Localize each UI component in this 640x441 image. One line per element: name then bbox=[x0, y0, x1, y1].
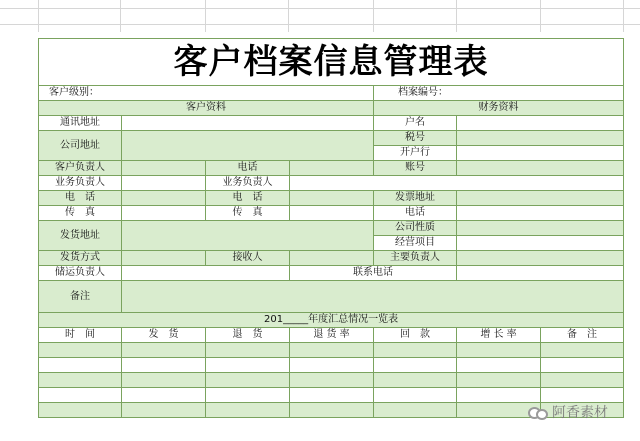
shipping-method-label: 发货方式 bbox=[39, 251, 122, 266]
business-scope-label: 经营项目 bbox=[374, 236, 457, 251]
summary-cell[interactable] bbox=[206, 388, 290, 403]
fax-label: 传 真 bbox=[39, 206, 122, 221]
spreadsheet-row-line bbox=[0, 8, 640, 9]
company-nature-field[interactable] bbox=[457, 221, 624, 236]
business-scope-field[interactable] bbox=[457, 236, 624, 251]
business-manager-field-2[interactable] bbox=[290, 176, 624, 191]
customer-manager-field[interactable] bbox=[122, 161, 206, 176]
summary-cell[interactable] bbox=[206, 403, 290, 418]
summary-cell[interactable] bbox=[206, 373, 290, 388]
fax-field-2[interactable] bbox=[290, 206, 374, 221]
summary-cell[interactable] bbox=[541, 343, 624, 358]
address-label: 通讯地址 bbox=[39, 116, 122, 131]
account-number-label: 账号 bbox=[374, 161, 457, 176]
tel-label-2: 电 话 bbox=[206, 191, 290, 206]
customer-level-label[interactable]: 客户级别： bbox=[39, 86, 374, 101]
summary-cell[interactable] bbox=[457, 373, 541, 388]
summary-cell[interactable] bbox=[122, 358, 206, 373]
main-manager-label: 主要负责人 bbox=[374, 251, 457, 266]
summary-cell[interactable] bbox=[290, 358, 374, 373]
invoice-address-label: 发票地址 bbox=[374, 191, 457, 206]
summary-col-return: 退 货 bbox=[206, 328, 290, 343]
address-field[interactable] bbox=[122, 116, 374, 131]
finance-section-header: 财务资料 bbox=[374, 101, 624, 116]
fax-field[interactable] bbox=[122, 206, 206, 221]
tel-label: 电 话 bbox=[39, 191, 122, 206]
storage-manager-field[interactable] bbox=[122, 266, 290, 281]
summary-row bbox=[39, 358, 624, 373]
summary-cell[interactable] bbox=[39, 343, 122, 358]
summary-cell[interactable] bbox=[39, 358, 122, 373]
account-name-field[interactable] bbox=[457, 116, 624, 131]
shipping-address-label: 发货地址 bbox=[39, 221, 122, 251]
summary-col-time: 时 间 bbox=[39, 328, 122, 343]
company-nature-label: 公司性质 bbox=[374, 221, 457, 236]
summary-col-return-rate: 退 货 率 bbox=[290, 328, 374, 343]
watermark bbox=[528, 401, 628, 423]
wechat-icon bbox=[528, 405, 548, 419]
summary-col-growth-rate: 增 长 率 bbox=[457, 328, 541, 343]
tax-number-label: 税号 bbox=[374, 131, 457, 146]
summary-cell[interactable] bbox=[290, 403, 374, 418]
storage-manager-label: 储运负责人 bbox=[39, 266, 122, 281]
remarks-label: 备注 bbox=[39, 281, 122, 313]
tel-field-2[interactable] bbox=[290, 191, 374, 206]
business-manager-field[interactable] bbox=[122, 176, 206, 191]
summary-cell[interactable] bbox=[457, 343, 541, 358]
summary-cell[interactable] bbox=[290, 388, 374, 403]
bank-field[interactable] bbox=[457, 146, 624, 161]
summary-cell[interactable] bbox=[374, 373, 457, 388]
business-manager-label: 业务负责人 bbox=[39, 176, 122, 191]
finance-phone-label: 电话 bbox=[374, 206, 457, 221]
page-title: 客户档案信息管理表 bbox=[39, 39, 624, 86]
invoice-address-field[interactable] bbox=[457, 191, 624, 206]
summary-cell[interactable] bbox=[374, 343, 457, 358]
summary-cell[interactable] bbox=[206, 358, 290, 373]
contact-phone-label: 联系电话 bbox=[290, 266, 457, 281]
summary-col-remarks: 备 注 bbox=[541, 328, 624, 343]
fax-label-2: 传 真 bbox=[206, 206, 290, 221]
account-name-label: 户名 bbox=[374, 116, 457, 131]
tax-number-field[interactable] bbox=[457, 131, 624, 146]
summary-cell[interactable] bbox=[457, 358, 541, 373]
phone-field[interactable] bbox=[290, 161, 374, 176]
summary-cell[interactable] bbox=[374, 388, 457, 403]
customer-section-header: 客户资料 bbox=[39, 101, 374, 116]
summary-cell[interactable] bbox=[39, 388, 122, 403]
shipping-address-field[interactable] bbox=[122, 221, 374, 251]
main-manager-field[interactable] bbox=[457, 251, 624, 266]
company-address-field[interactable] bbox=[122, 131, 374, 161]
summary-cell[interactable] bbox=[290, 373, 374, 388]
tel-field[interactable] bbox=[122, 191, 206, 206]
spreadsheet-row-line bbox=[0, 24, 640, 25]
account-number-field[interactable] bbox=[457, 161, 624, 176]
receiver-field[interactable] bbox=[290, 251, 374, 266]
summary-cell[interactable] bbox=[39, 403, 122, 418]
company-address-label: 公司地址 bbox=[39, 131, 122, 161]
summary-cell[interactable] bbox=[541, 358, 624, 373]
finance-phone-field[interactable] bbox=[457, 206, 624, 221]
summary-cell[interactable] bbox=[122, 388, 206, 403]
watermark-text: 阿香素材 bbox=[552, 405, 608, 421]
summary-cell[interactable] bbox=[206, 343, 290, 358]
summary-col-shipment: 发 货 bbox=[122, 328, 206, 343]
summary-row bbox=[39, 343, 624, 358]
shipping-method-field[interactable] bbox=[122, 251, 206, 266]
summary-cell[interactable] bbox=[374, 358, 457, 373]
receiver-label: 接收人 bbox=[206, 251, 290, 266]
summary-cell[interactable] bbox=[541, 373, 624, 388]
summary-row bbox=[39, 373, 624, 388]
summary-cell[interactable] bbox=[122, 373, 206, 388]
summary-cell[interactable] bbox=[122, 403, 206, 418]
spreadsheet-column-lines bbox=[0, 0, 640, 32]
bank-label: 开户行 bbox=[374, 146, 457, 161]
file-number-label[interactable]: 档案编号： bbox=[374, 86, 624, 101]
contact-phone-field[interactable] bbox=[457, 266, 624, 281]
summary-cell[interactable] bbox=[39, 373, 122, 388]
summary-cell[interactable] bbox=[122, 343, 206, 358]
remarks-field[interactable] bbox=[122, 281, 624, 313]
summary-cell[interactable] bbox=[290, 343, 374, 358]
phone-label: 电话 bbox=[206, 161, 290, 176]
summary-title: 201_____年度汇总情况一览表 bbox=[39, 313, 624, 328]
business-manager-label-2: 业务负责人 bbox=[206, 176, 290, 191]
summary-cell[interactable] bbox=[374, 403, 457, 418]
customer-file-table bbox=[38, 38, 624, 418]
customer-manager-label: 客户负责人 bbox=[39, 161, 122, 176]
summary-col-payment: 回 款 bbox=[374, 328, 457, 343]
